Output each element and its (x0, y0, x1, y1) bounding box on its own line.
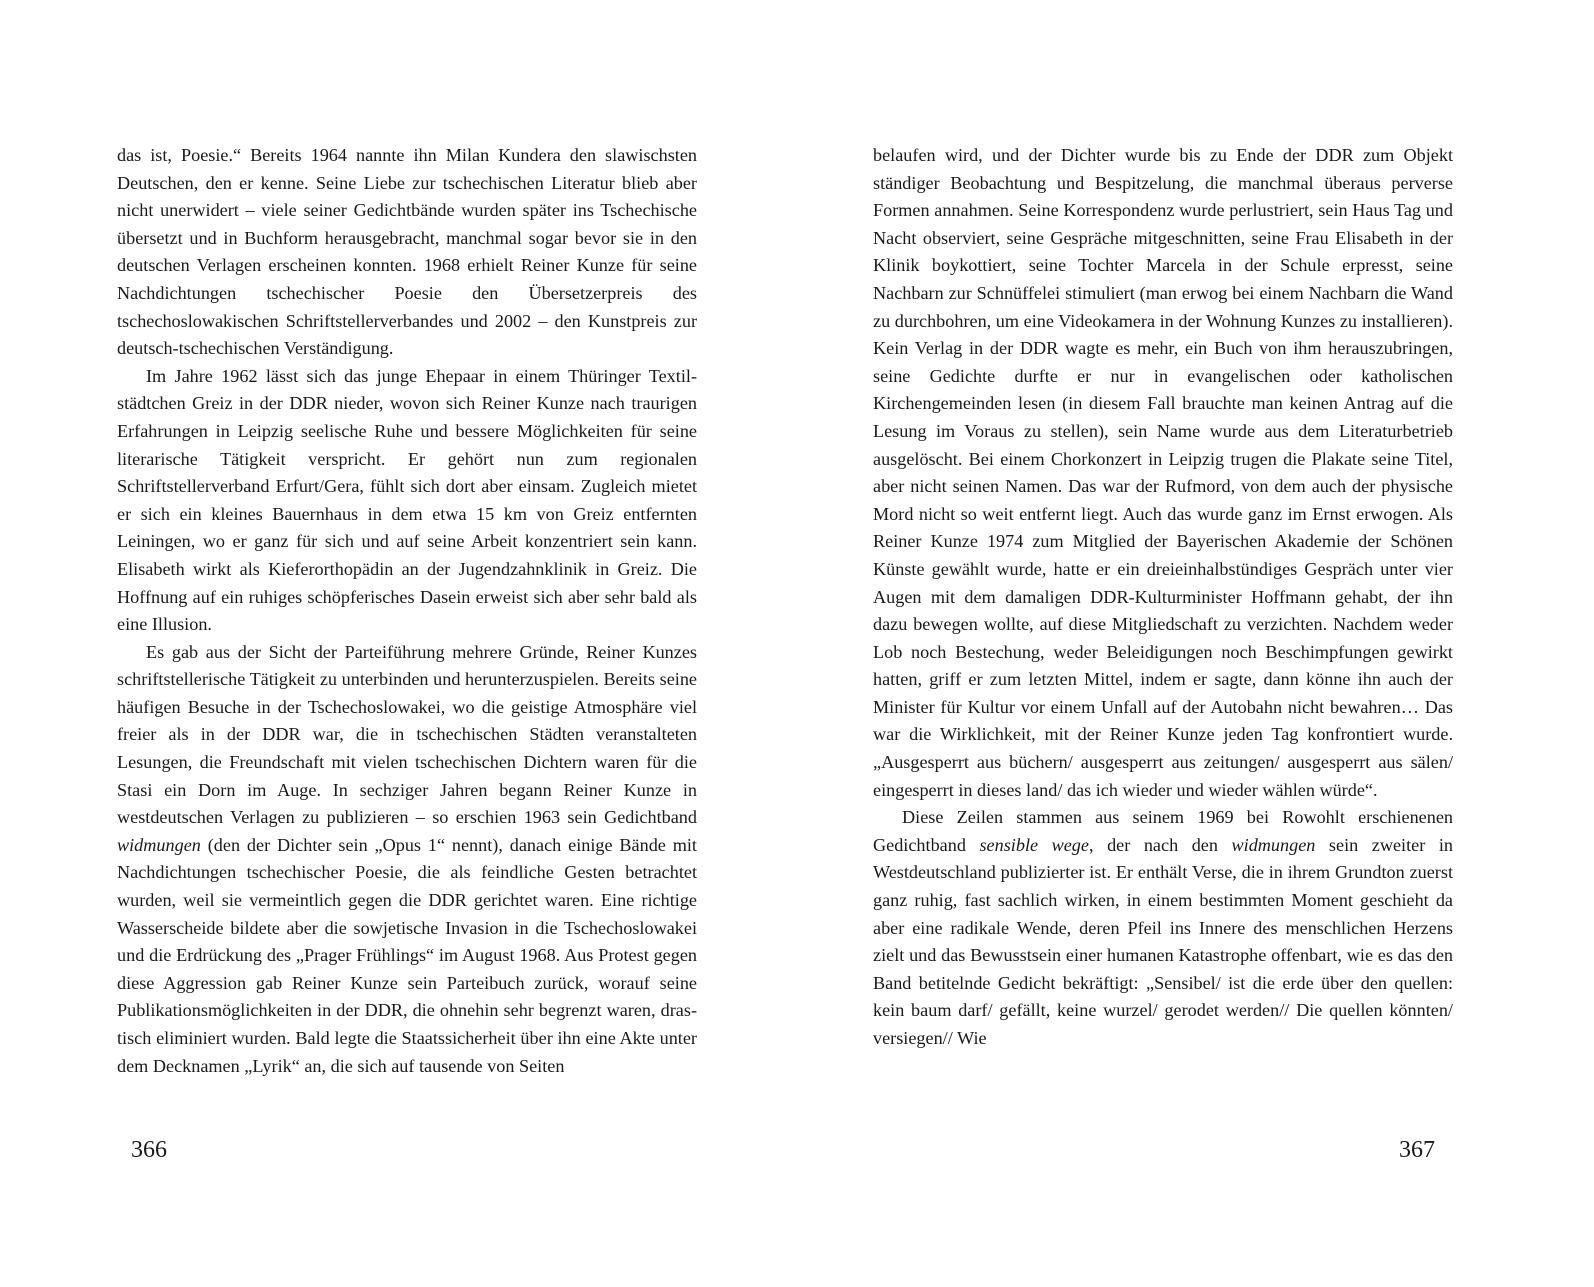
page-number-right: 367 (1399, 1137, 1435, 1163)
text-run: Im Jahre 1962 lässt sich das junge Ehepaar in einem Thüringer Textilstädtchen Greiz in der DDR nieder, wovon sich Reiner Kunze nach traurigen Erfahrungen in Leipzig seelische Ruhe und bessere Möglichkeiten für seine literarische Tätigkeit verspricht. Er gehört nun zum regionalen Schriftstellerverband Erfurt/Gera, fühlt sich dort aber einsam. Zugleich mietet er sich ein kleines Bauernhaus in dem etwa 15 km von Greiz entfernten Leiningen, wo er ganz für sich und auf seine Arbeit konzentriert sein kann. Elisabeth wirkt als Kieferorthopädin an der Jugendzahnklinik in Greiz. Die Hoffnung auf ein ruhiges schöpferisches Dasein erweist sich aber sehr bald als eine Illusion. (117, 365, 697, 635)
paragraph (873, 142, 1453, 804)
book-title: sensible wege (979, 834, 1089, 855)
book-title: widmungen (117, 834, 201, 855)
paragraph (873, 804, 1453, 1052)
text-run: belaufen wird, und der Dichter wurde bis zu Ende der DDR zum Objekt ständiger Beobachtung und Bespitzelung, die manchmal überaus perverse Formen annahmen. Seine Korrespondenz wurde perlustriert, sein Haus Tag und Nacht observiert, seine Gespräche mitgeschnitten, seine Frau Elisabeth in der Klinik boykottiert, seine Tochter Marcela in der Schule erpresst, seine Nachbarn zur Schnüffelei stimuliert (man erwog bei einem Nachbarn die Wand zu durchbohren, um eine Videokamera in der Wohnung Kunzes zu installieren). Kein Verlag in der DDR wagte es mehr, ein Buch von ihm herauszubringen, seine Gedichte durfte er nur in evangelischen oder katholischen Kirchengemeinden lesen (in diesem Fall brauchte man keinen Antrag auf die Lesung im Voraus zu stellen), sein Name wurde aus dem Literaturbetrieb ausgelöscht. Bei einem Chorkonzert in Leipzig trugen die Plakate seine Titel, aber nicht seinen Namen. Das war der Rufmord, von dem auch der physische Mord nicht so weit entfernt liegt. Auch das wurde ganz im Ernst erwogen. Als Reiner Kunze 1974 zum Mitglied der Bayerischen Akademie der Schönen Künste gewählt wurde, hatte er ein dreieinhalbstündiges Gespräch unter vier Augen mit dem damaligen DDR-Kulturminister Hoffmann gehabt, der ihn dazu bewegen wollte, auf diese Mitgliedschaft zu verzichten. Nachdem weder Lob noch Bestechung, weder Beleidigungen noch Beschimpfungen gewirkt hatten, griff er zum letzten Mittel, indem er sagte, dann könne ihn auch der Minister für Kultur vor einem Unfall auf der Autobahn nicht bewahren… Das war die Wirklichkeit, mit der Reiner Kunze jeden Tag konfrontiert wurde. „Ausgesperrt aus büchern/ ausgesperrt aus zeitungen/ ausgesperrt aus sälen/ eingesperrt in dieses land/ das ich wieder und wieder wählen würde“. (873, 145, 1453, 800)
text-run: Es gab aus der Sicht der Parteiführung mehrere Gründe, Reiner Kunzes schriftstellerische Tätigkeit zu unterbinden und herunterzuspielen. Bereits seine häufigen Besuche in der Tschechoslowakei, wo die geistige Atmosphäre viel freier als in der DDR war, die in tschechischen Städten veranstalteten Lesungen, die Freundschaft mit vielen tschechischen Dichtern waren für die Stasi ein Dorn im Auge. In sechziger Jahren begann Reiner Kunze in westdeutschen Verlagen zu publizieren – so erschien 1963 sein Gedichtband (117, 641, 697, 828)
paragraph (117, 639, 697, 1081)
text-run: sein zweiter in Westdeutschland publizierter ist. Er enthält Verse, die in ihrem Grundton zuerst ganz ruhig, fast sachlich wirken, in einem bestimmten Moment geschieht da aber eine radikale Wende, deren Pfeil ins Innere des menschlichen Herzens zielt und das Bewusstsein einer humanen Katastrophe offenbart, wie es das den Band betitelnde Gedicht bekräftigt: „Sensibel/ ist die erde über den quellen: kein baum darf/ gefällt, keine wurzel/ gerodet werden// Die quellen könnten/ versiegen// Wie (873, 834, 1453, 1048)
text-run: , der nach den (1088, 834, 1232, 855)
paragraph (117, 142, 697, 363)
left-page (117, 142, 697, 1080)
book-title: widmungen (1231, 834, 1316, 855)
page-number-left: 366 (131, 1137, 167, 1163)
paragraph (117, 363, 697, 639)
right-page (873, 142, 1453, 1053)
text-run: (den der Dichter sein „Opus 1“ nennt), danach einige Bände mit Nachdichtungen tschechischer Poesie, die als feindliche Gesten betrachtet wurden, weil sie vermeintlich gegen die DDR gerichtet waren. Eine richtige Wasserscheide bildete aber die sowjetische Invasion in die Tschechoslowakei und die Erdrückung des „Prager Frühlings“ im August 1968. Aus Protest gegen diese Aggression gab Reiner Kunze sein Parteibuch zurück, worauf seine Publikationsmöglichkeiten in der DDR, die ohnehin sehr begrenzt waren, drastisch eliminiert wurden. Bald legte die Staatssicherheit über ihn eine Akte unter dem Decknamen „Lyrik“ an, die sich auf tausende von Seiten (117, 834, 697, 1076)
text-run: das ist, Poesie.“ Bereits 1964 nannte ihn Milan Kundera den slawischsten Deutschen, den er kenne. Seine Liebe zur tschechischen Literatur blieb aber nicht unerwidert – viele seiner Gedichtbände wurden später ins Tschechische übersetzt und in Buchform herausgebracht, manchmal sogar bevor sie in den deutschen Verlagen erscheinen konnten. 1968 erhielt Reiner Kunze für seine Nachdichtungen tschechischer Poesie den Übersetzerpreis des tschechoslowakischen Schriftstellerverbandes und 2002 – den Kunstpreis zur deutsch-tschechischen Verständigung. (117, 145, 697, 359)
text-run: Diese Zeilen stammen aus seinem 1969 bei Rowohlt erschienenen Gedichtband (873, 807, 1453, 855)
